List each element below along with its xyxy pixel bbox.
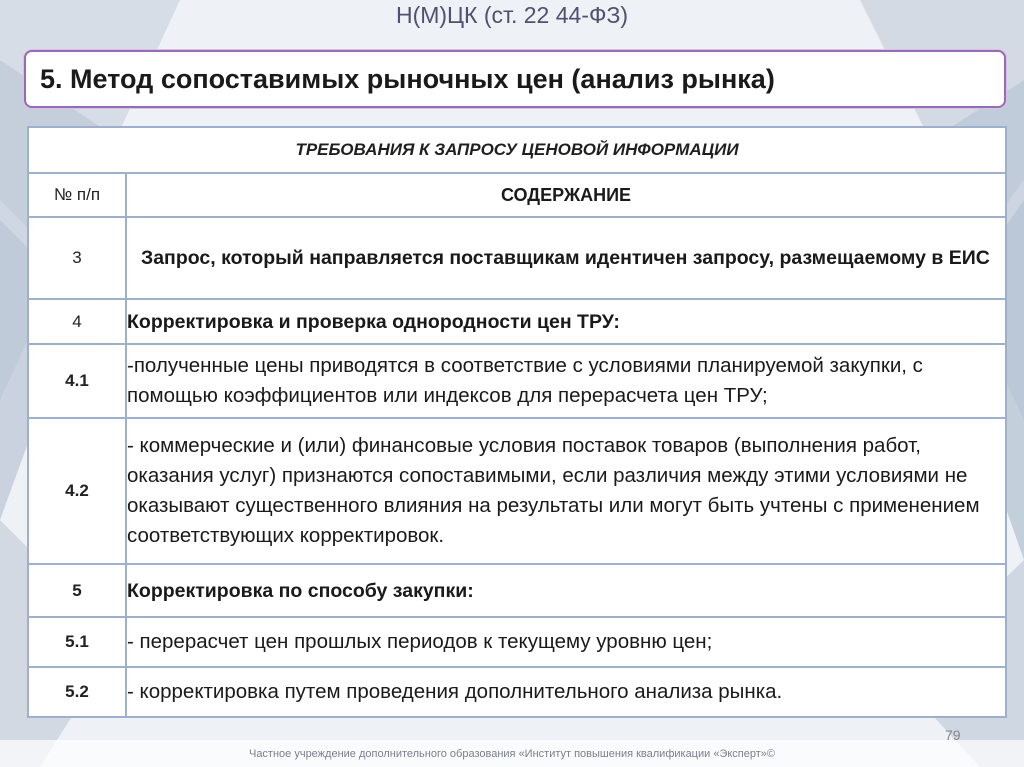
table-row	[28, 217, 1006, 299]
header-number: № п/п	[28, 173, 126, 217]
row-text: - перерасчет цен прошлых периодов к текущему уровню цен;	[126, 617, 1006, 667]
row-text: -полученные цены приводятся в соответствие с условиями планируемой закупки, с помощью коэффициентов или индексов для перерасчета цен ТРУ;	[126, 344, 1006, 418]
slide-supertitle: Н(М)ЦК (ст. 22 44-ФЗ)	[395, 2, 629, 28]
table-row	[28, 564, 1006, 617]
table-caption-row	[28, 127, 1006, 173]
requirements-table	[27, 126, 1007, 718]
header-content: СОДЕРЖАНИЕ	[126, 173, 1006, 217]
table-row	[28, 299, 1006, 344]
table-header-row	[28, 173, 1006, 217]
row-number: 5.1	[28, 617, 126, 667]
row-text: - коммерческие и (или) финансовые условия поставок товаров (выполнения работ, оказания услуг) признаются сопоставимыми, если различия между этими условиями не оказывают существенного влияния на результаты или могут быть учтены с применением соответствующих корректировок.	[126, 418, 1006, 564]
row-text: Запрос, который направляется поставщикам идентичен запросу, размещаемому в ЕИС	[126, 217, 1006, 299]
slide-footer: Частное учреждение дополнительного образования «Институт повышения квалификации «Эксперт»©	[248, 748, 775, 760]
row-number: 3	[28, 217, 126, 299]
page-number: 79	[945, 727, 961, 743]
table-row	[28, 418, 1006, 564]
row-text: Корректировка по способу закупки:	[126, 564, 1006, 617]
row-number: 4	[28, 299, 126, 344]
row-number: 4.1	[28, 344, 126, 418]
row-number: 4.2	[28, 418, 126, 564]
table-row	[28, 344, 1006, 418]
row-text: - корректировка путем проведения дополнительного анализа рынка.	[126, 667, 1006, 717]
table-row	[28, 667, 1006, 717]
row-number: 5.2	[28, 667, 126, 717]
slide-title: 5. Метод сопоставимых рыночных цен (анализ рынка)	[24, 50, 1006, 108]
table-row	[28, 617, 1006, 667]
row-text: Корректировка и проверка однородности цен ТРУ:	[126, 299, 1006, 344]
table-caption: ТРЕБОВАНИЯ К ЗАПРОСУ ЦЕНОВОЙ ИНФОРМАЦИИ	[28, 127, 1006, 173]
row-number: 5	[28, 564, 126, 617]
